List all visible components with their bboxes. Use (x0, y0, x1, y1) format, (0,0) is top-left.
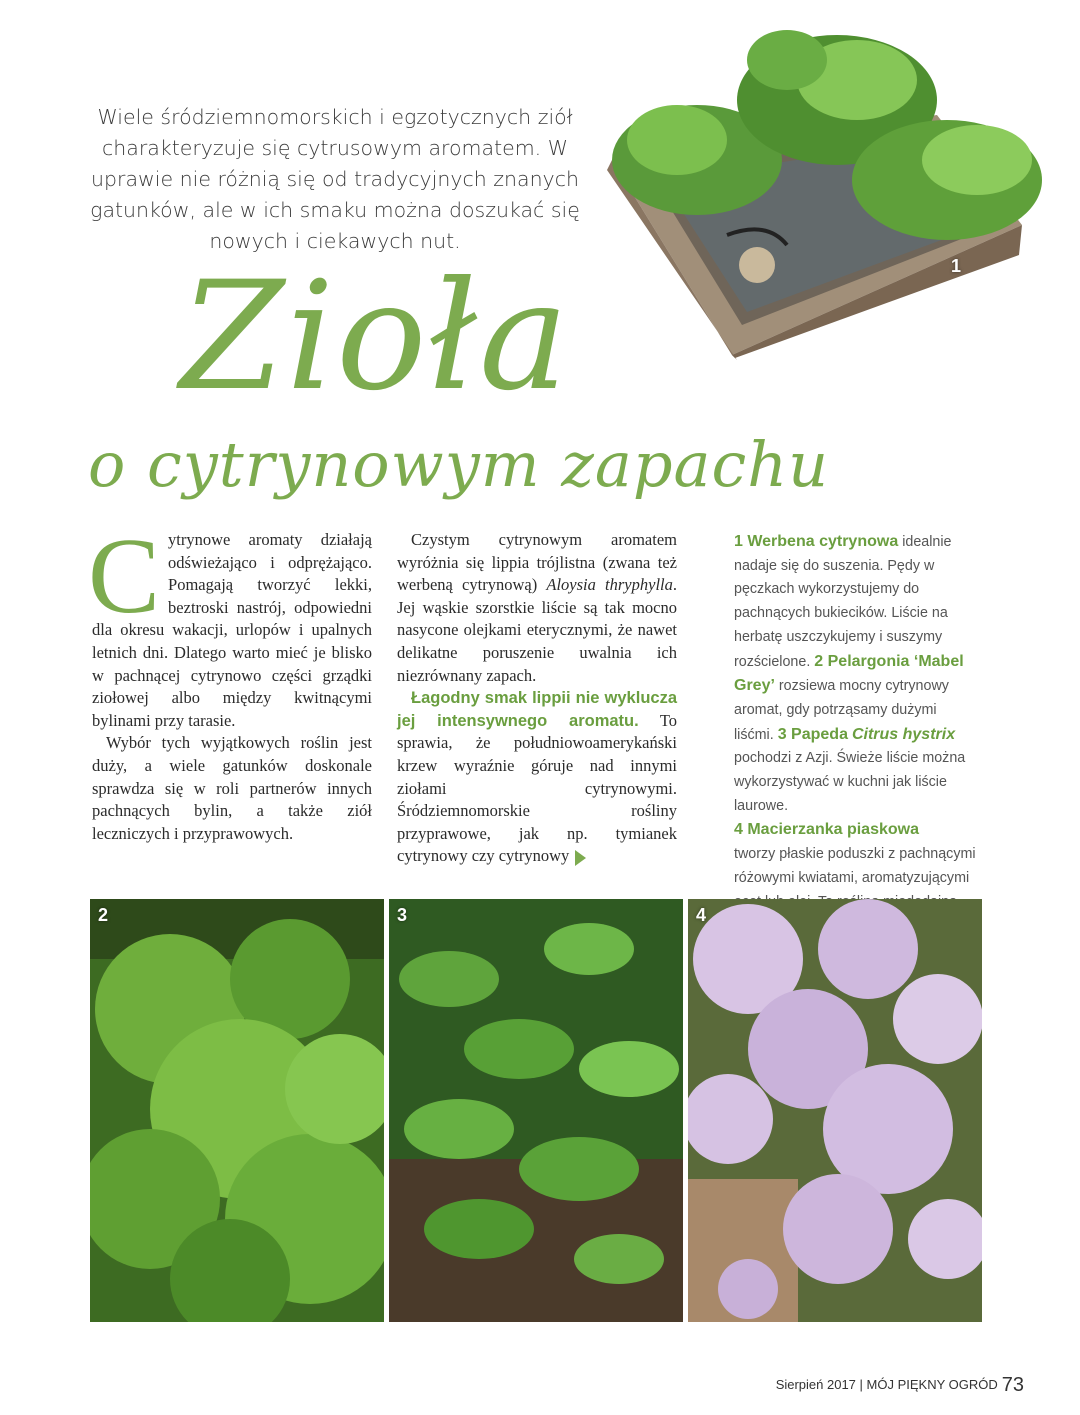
caption-text-4: tworzy płaskie poduszki z pachnącymi różowymi kwiatami, aromatyzującymi (734, 846, 976, 886)
caption-latin-3: Citrus hystrix (851, 725, 956, 743)
page-subtitle: o cytrynowym zapachu (88, 428, 830, 501)
photo-number-2: 2 (98, 905, 109, 925)
caption-heading-2: 2 Pelargonia ‘Mabel Grey’ (734, 652, 964, 695)
latin-name-aloysia: Aloysia thryphylla (546, 575, 673, 595)
photo-citrus-hystrix (389, 899, 683, 1322)
photo-number-4: 4 (696, 905, 707, 925)
photo-number-3: 3 (397, 905, 408, 925)
page-number: 73 (1001, 1374, 1024, 1396)
page-footer (776, 1374, 1024, 1397)
photo-thyme (688, 899, 982, 1322)
continue-arrow-icon (575, 850, 586, 866)
caption-heading-1: 1 Werbena cytrynowa (734, 533, 899, 550)
drop-cap: C (88, 517, 161, 636)
col2-paragraph-1b: . Jej wąskie szorstkie liście są tak mocno nasycone olejkami eterycznymi, że nawet delikatne poruszenie uwalnia ich niezrównany zapach. (397, 575, 677, 685)
caption-text-2: rozsiewa mocny cytrynowy aromat, gdy potrząsamy dużymi liśćmi. (734, 678, 949, 743)
col2-paragraph-1a: Czystym cytrynowym aromatem wyróżnia się lippia trójlistna (zwana też werbeną cytrynową) (397, 530, 677, 595)
photo-number-1: 1 (951, 256, 962, 276)
caption-heading-4: 4 Macierzanka piaskowa (734, 821, 919, 839)
col1-paragraph-1: ytrynowe aromaty działają odświeżająco i odprężająco. Pomagają tworzyć lekki, beztroski nastrój, odpowiedni dla okresu wakacji, urlopów i upalnych letnich dni. Dlatego warto mieć je blisko w pachnącej cytrynowo części grządki ziołowej albo między kwitnącymi bylinami przy tarasie. (92, 530, 372, 730)
caption-heading-3: 3 Papeda (777, 725, 848, 743)
col1-paragraph-2: Wybór tych wyjątkowych roślin jest duży, a wiele gatunków doskonale sprawdza się w roli partnerów innych pachnących bylin, a także ziół leczniczych i przyprawowych. (92, 733, 372, 843)
photo-herb-tray (607, 20, 1047, 360)
page-title: Zioła (180, 250, 571, 424)
caption-text-1: idealnie nadaje się do suszenia. Pędy w pęczkach wykorzystujemy do pachnących bukiecików. Liście na herbatę uszczykujemy i suszymy rozścielone. (734, 534, 952, 670)
intro-text: Wiele śródziemnomorskich i egzotycznych ziół charakteryzuje się cytrusowym aromatem. W uprawie nie różnią się od tradycyjnych znanych gatunków, ale w ich smaku można doszukać się nowych i ciekawych nut. (90, 105, 580, 253)
photo-pelargonium (90, 899, 384, 1322)
column-1 (88, 517, 372, 845)
footer-issue: Sierpień 2017 | MÓJ PIĘKNY OGRÓD (775, 1377, 998, 1392)
col2-paragraph-2: To sprawia, że południowoamerykański krzew wyraźnie góruje nad innymi ziołami cytrynowymi. Śródziemnomorskie rośliny przyprawowe, jak np. tymianek cytrynowy czy cytrynowy (397, 710, 678, 866)
column-3-captions (734, 530, 980, 938)
caption-text-3: pochodzi z Azji. Świeże liście można wykorzystywać w kuchni jak liście laurowe. (734, 750, 966, 814)
lead-sentence: Łagodny smak lippii nie wyklucza jej intensywnego aromatu. (397, 689, 677, 730)
column-2 (397, 529, 677, 868)
